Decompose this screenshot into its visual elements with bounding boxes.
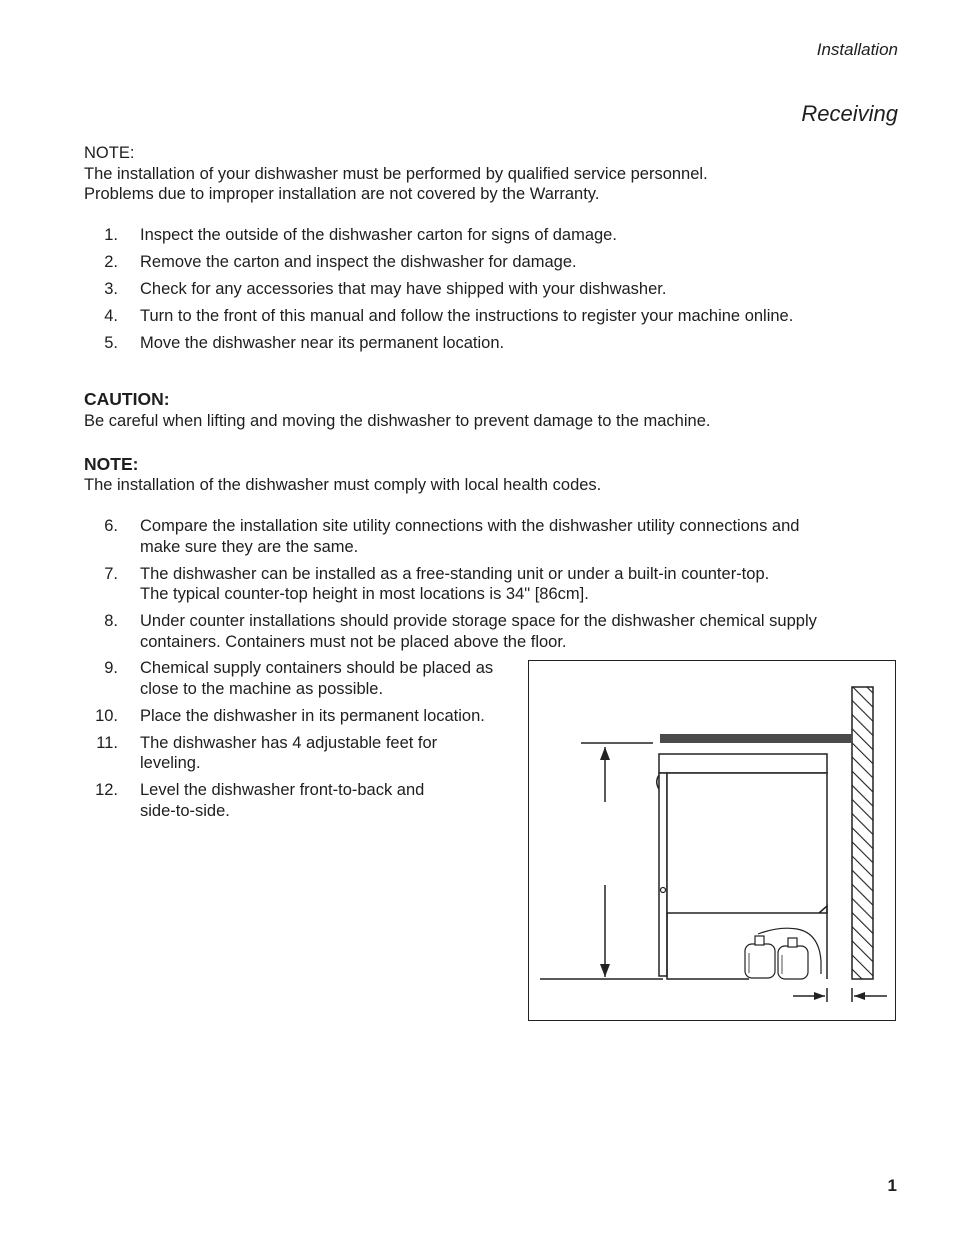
page-title: Receiving xyxy=(801,101,898,126)
list-item xyxy=(0,611,817,652)
steps-list-site xyxy=(0,516,817,659)
note-text: The installation of the dishwasher must comply with local health codes. xyxy=(84,476,602,494)
list-item-number: 3. xyxy=(104,280,118,298)
list-item-number: 8. xyxy=(104,612,118,630)
list-item xyxy=(0,252,793,273)
list-item-text: Under counter installations should provide storage space for the dishwasher chemical supply xyxy=(140,612,817,630)
list-item xyxy=(0,564,817,605)
list-item-number: 12. xyxy=(95,781,118,799)
list-item xyxy=(0,516,817,557)
list-item-text: The typical counter-top height in most locations is 34" [86cm]. xyxy=(140,585,589,603)
intro-note xyxy=(84,143,708,205)
intro-note-line: The installation of your dishwasher must be performed by qualified service personnel. xyxy=(84,164,708,183)
list-item-number: 1. xyxy=(104,226,118,244)
intro-note-line: Problems due to improper installation are not covered by the Warranty. xyxy=(84,185,600,203)
list-item-text: The dishwasher can be installed as a free-standing unit or under a built-in counter-top. xyxy=(140,564,770,583)
list-item-text: containers. Containers must not be placed above the floor. xyxy=(140,632,567,651)
clearance-dimension xyxy=(793,988,887,1002)
list-item-number: 11. xyxy=(96,733,118,752)
list-item-number: 9. xyxy=(104,659,118,677)
list-item-text: Move the dishwasher near its permanent location. xyxy=(140,334,505,352)
list-item xyxy=(0,279,793,300)
wall-graphic xyxy=(852,687,873,979)
intro-note-label: NOTE: xyxy=(84,144,135,162)
note-heading: NOTE: xyxy=(84,454,139,474)
list-item-text: Chemical supply containers should be placed as xyxy=(140,659,494,677)
list-item-text: side-to-side. xyxy=(140,801,230,820)
list-item-text: Level the dishwasher front-to-back and xyxy=(140,781,425,799)
list-item xyxy=(0,706,493,727)
list-item xyxy=(0,306,793,327)
page-number: 1 xyxy=(887,1176,897,1195)
list-item-text: The dishwasher has 4 adjustable feet for xyxy=(140,733,438,752)
list-item-number: 6. xyxy=(104,517,118,535)
list-item-text: close to the machine as possible. xyxy=(140,679,384,698)
list-item xyxy=(0,333,793,354)
list-item-text: leveling. xyxy=(140,754,201,772)
list-item-text: make sure they are the same. xyxy=(140,537,359,556)
list-item-number: 2. xyxy=(104,253,118,271)
list-item xyxy=(0,733,493,774)
installation-diagram xyxy=(528,660,896,1021)
list-item xyxy=(0,658,493,699)
list-item xyxy=(0,780,493,821)
list-item-text: Check for any accessories that may have shipped with your dishwasher. xyxy=(140,280,667,298)
list-item xyxy=(0,225,793,246)
list-item-number: 10. xyxy=(95,706,118,725)
list-item-number: 4. xyxy=(104,307,118,325)
list-item-text: Place the dishwasher in its permanent location. xyxy=(140,706,485,725)
steps-list-placement xyxy=(0,658,493,828)
list-item-text: Remove the carton and inspect the dishwasher for damage. xyxy=(140,253,577,271)
list-item-text: Inspect the outside of the dishwasher carton for signs of damage. xyxy=(140,226,617,244)
list-item-text: Turn to the front of this manual and follow the instructions to register your machine online. xyxy=(140,307,794,325)
section-header: Installation xyxy=(816,40,898,59)
list-item-text: Compare the installation site utility connections with the dishwasher utility connections and xyxy=(140,517,800,535)
steps-list-receiving xyxy=(0,225,793,360)
caution-heading: CAUTION: xyxy=(84,389,170,409)
counter-top-graphic xyxy=(660,734,852,743)
caution-text: Be careful when lifting and moving the dishwasher to prevent damage to the machine. xyxy=(84,412,711,430)
dishwasher-graphic xyxy=(657,754,827,979)
list-item-number: 5. xyxy=(104,334,118,352)
height-dimension xyxy=(581,743,653,977)
chemical-containers-graphic xyxy=(745,928,821,979)
list-item-number: 7. xyxy=(104,564,118,583)
